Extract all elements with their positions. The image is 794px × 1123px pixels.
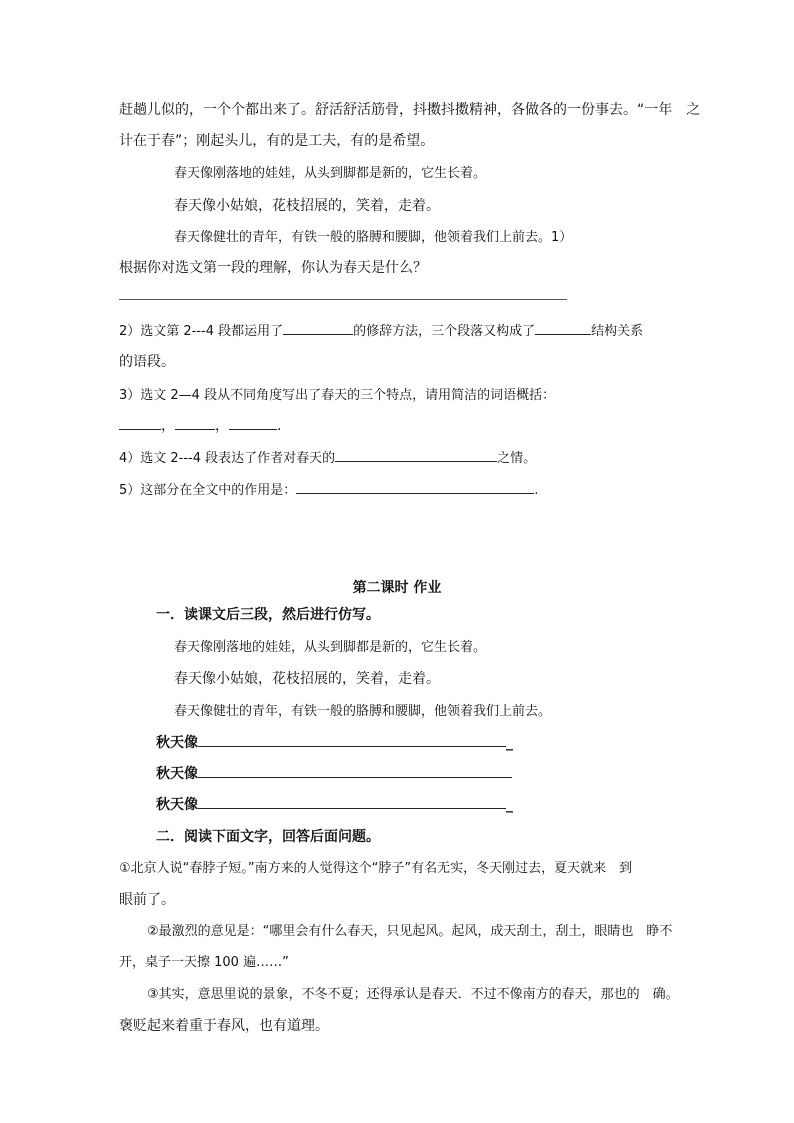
q3-blank-1[interactable] bbox=[119, 428, 161, 430]
q5-text-a: 5）这部分在全文中的作用是： bbox=[119, 483, 297, 498]
question-2-cont: 的语段。 bbox=[119, 354, 175, 370]
q5-end: . bbox=[534, 483, 539, 498]
question-3: 3）选文 2—4 段从不同角度写出了春天的三个特点，请用简洁的词语概括： bbox=[119, 388, 556, 403]
passage-line-2: 计在于春”；刚起头儿，有的是工夫，有的是希望。 bbox=[119, 133, 435, 149]
passage-para-4: 春天像健壮的青年，有铁一般的胳膊和腰脚，他领着我们上前去。1） bbox=[174, 230, 573, 245]
question-4 bbox=[119, 452, 536, 465]
imitation-end: _ bbox=[506, 797, 513, 813]
imitation-row-3 bbox=[156, 798, 513, 812]
passage-para-2: 春天像刚落地的娃娃，从头到脚都是新的，它生长着。 bbox=[174, 166, 487, 181]
reading-p2-line-2: 开，桌子一天擦 100 遍……” bbox=[119, 955, 289, 970]
question-5 bbox=[119, 484, 538, 497]
q3-sep-1: ， bbox=[161, 418, 175, 434]
q4-text-a: 4）选文 2---4 段表达了作者对春天的 bbox=[119, 451, 336, 466]
example-3: 春天像健壮的青年，有铁一般的胳膊和腰脚，他领着我们上前去。 bbox=[174, 704, 552, 719]
passage-line-1: 赶趟儿似的，一个个都出来了。舒活舒活筋骨，抖擞抖擞精神，各做各的一份事去。“一年 之 bbox=[119, 102, 701, 118]
imitation-end: _ bbox=[506, 735, 513, 751]
imitation-row-2 bbox=[156, 767, 512, 781]
section-title: 第二课时 作业 bbox=[352, 580, 442, 596]
question-1: 根据你对选文第一段的理解，你认为春天是什么？ bbox=[119, 260, 427, 276]
q2-blank-1[interactable] bbox=[283, 333, 353, 335]
imitation-prefix: 秋天像 bbox=[156, 797, 198, 813]
q4-text-b: 之情。 bbox=[497, 451, 537, 466]
reading-p3-line-2: 褒贬起来着重于春风，也有道理。 bbox=[119, 1018, 329, 1034]
q4-blank[interactable] bbox=[335, 460, 497, 462]
imitation-blank-2[interactable] bbox=[198, 776, 512, 778]
q2-blank-2[interactable] bbox=[535, 333, 591, 335]
q2-text-a: 2）选文第 2---4 段都运用了 bbox=[119, 324, 284, 339]
example-1: 春天像刚落地的娃娃，从头到脚都是新的，它生长着。 bbox=[174, 640, 487, 655]
part-1-heading: 一．读课文后三段，然后进行仿写。 bbox=[156, 607, 380, 623]
reading-p3-line-1: ③其实，意思里说的景象，不冬不夏；还得承认是春天．不过不像南方的春天，那也的 确。 bbox=[147, 987, 679, 1002]
q5-blank[interactable] bbox=[296, 492, 534, 494]
q2-text-b: 的修辞方法，三个段落又构成了 bbox=[353, 324, 536, 339]
imitation-blank-3[interactable] bbox=[198, 807, 506, 809]
q2-text-c: 结构关系 bbox=[591, 324, 644, 339]
reading-p2-line-1: ②最激烈的意见是：“哪里会有什么春天，只见起风。起风，成天刮土，刮土，眼睛也 睁不 bbox=[147, 924, 673, 939]
example-2: 春天像小姑娘，花枝招展的，笑着，走着。 bbox=[174, 671, 440, 687]
imitation-prefix: 秋天像 bbox=[156, 766, 198, 782]
q3-blank-3[interactable] bbox=[229, 428, 277, 430]
passage-para-3: 春天像小姑娘，花枝招展的，笑着，走着。 bbox=[174, 198, 440, 214]
imitation-blank-1[interactable] bbox=[198, 745, 506, 747]
q3-sep-2: ， bbox=[215, 418, 229, 434]
imitation-row-1 bbox=[156, 736, 513, 750]
answer-line-q1 bbox=[119, 299, 567, 300]
part-2-heading: 二．阅读下面文字，回答后面问题。 bbox=[156, 829, 380, 845]
q3-blank-2[interactable] bbox=[175, 428, 215, 430]
q3-end: . bbox=[277, 418, 282, 434]
reading-p1-line-2: 眼前了。 bbox=[119, 892, 175, 908]
question-3-blanks bbox=[119, 419, 281, 433]
question-2 bbox=[119, 325, 643, 338]
imitation-prefix: 秋天像 bbox=[156, 735, 198, 751]
reading-p1-line-1: ①北京人说“春脖子短。”南方来的人觉得这个“脖子”有名无实，冬天刚过去，夏天就来 到 bbox=[119, 861, 633, 876]
